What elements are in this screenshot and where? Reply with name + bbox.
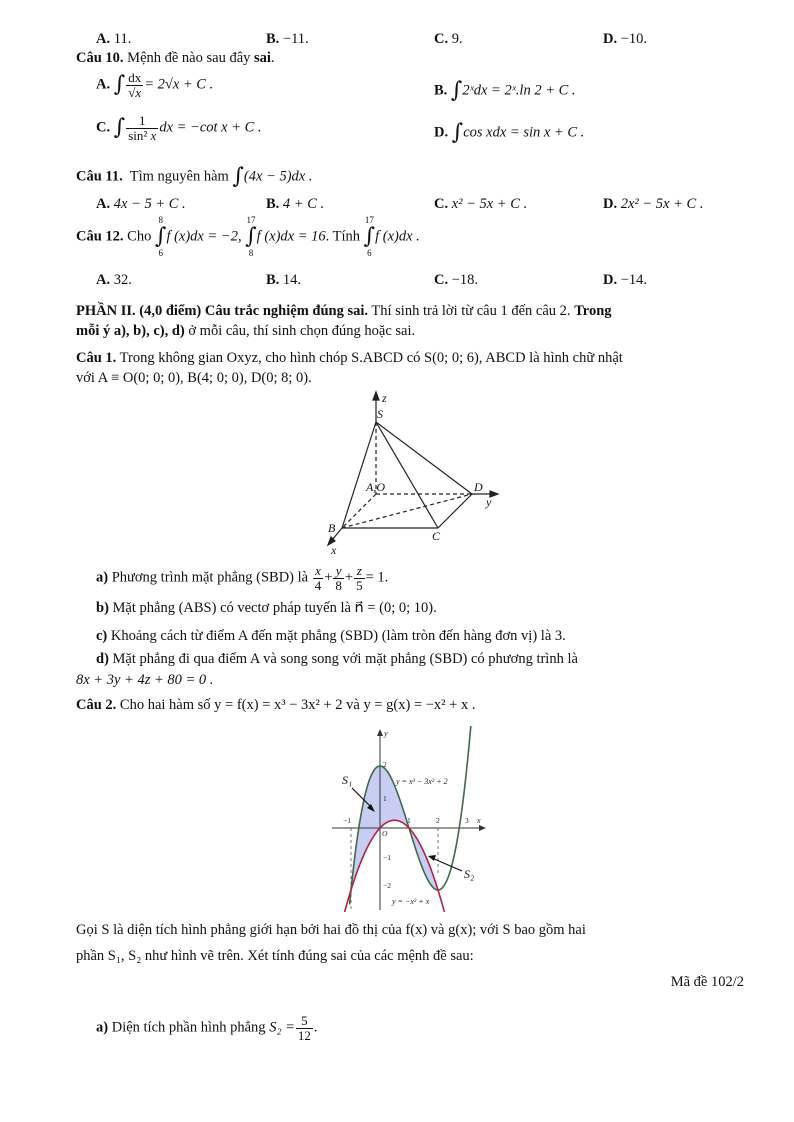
edge-sd <box>376 422 472 494</box>
q9-option-c: C. 9. <box>434 31 463 47</box>
tick-y-minus1: −1 <box>383 853 391 862</box>
c1-statement-c: c) Khoảng cách từ điểm A đến mặt phẳng (SBD) (làm tròn đến hàng đơn vị) là 3. <box>96 628 566 644</box>
c1-statement-d: d) Mặt phẳng đi qua điểm A và song song với mặt phẳng (SBD) có phương trình là <box>96 651 578 667</box>
label-d: D <box>474 480 483 494</box>
tick-x-1: 1 <box>407 816 411 825</box>
q10-option-a: A. ∫ $\frac{dx}{√x}$ = 2√x + C . <box>96 70 214 100</box>
q11-option-c: C. x² − 5x + C . <box>434 196 528 212</box>
q11-option-b: B. 4 + C . <box>266 196 325 212</box>
q12-option-b: B. 14. <box>266 272 302 288</box>
tick-y-1: 1 <box>383 794 387 803</box>
q9-option-b: B. −11. <box>266 31 309 47</box>
label-y: y <box>486 495 492 509</box>
graph-label-y: y <box>384 729 388 738</box>
c2-paragraph-line2: phần S₁, S₂ như hình vẽ trên. Xét tính đúng sai của các mệnh đề sau: <box>76 948 474 964</box>
q10-option-d: D. ∫cos xdx = sin x + C . <box>434 120 585 145</box>
q12-option-d: D. −14. <box>603 272 648 288</box>
tick-x-2: 2 <box>436 816 440 825</box>
label-s2: S₂ <box>464 867 475 881</box>
q10-option-b: B. ∫2ˣdx = 2ˣ.ln 2 + C . <box>434 78 576 103</box>
c1-stem: Câu 1. Trong không gian Oxyz, cho hình chóp S.ABCD có S(0; 0; 6), ABCD là hình chữ nhật <box>76 350 623 366</box>
arrow-s2 <box>432 858 462 871</box>
diag-bd <box>342 494 472 528</box>
c1-statement-a: a) Phương trình mặt phẳng (SBD) là $\frac{x}{4}$ + $\frac{y}{8}$ + $\frac{z}{5}$ = 1. <box>96 563 389 593</box>
label-s: S <box>377 407 383 421</box>
label-c: C <box>432 529 441 543</box>
part2-heading: PHẦN II. (4,0 điểm) Câu trắc nghiệm đúng sai. Thí sinh trả lời từ câu 1 đến câu 2. Trong <box>76 303 612 319</box>
c2-statement-a: a) Diện tích phần hình phẳng S₂ = $\frac{5}{12}$ . <box>96 1013 318 1043</box>
label-z: z <box>382 391 387 405</box>
part2-heading-line2: mỗi ý a), b), c), d) ở mỗi câu, thí sinh chọn đúng hoặc sai. <box>76 323 416 339</box>
edge-cd <box>438 494 472 528</box>
q9-option-a: A. 11. <box>96 31 132 47</box>
y-axis-arrow <box>377 729 383 736</box>
exam-code: Mã đề 102/2 <box>670 974 744 990</box>
label-b: B <box>328 521 336 535</box>
c1-statement-d-eq: 8x + 3y + 4z + 80 = 0 . <box>76 672 214 688</box>
tick-y-minus2: −2 <box>383 881 391 890</box>
tick-origin: O <box>382 829 388 838</box>
graph-label-x: x <box>477 816 481 825</box>
c1-statement-b: b) Mặt phẳng (ABS) có vectơ pháp tuyến là n⃗ = (0; 0; 10). <box>96 600 437 616</box>
q12-option-a: A. 32. <box>96 272 132 288</box>
q12-option-c: C. −18. <box>434 272 479 288</box>
tick-x-minus1: −1 <box>343 816 351 825</box>
q9-option-d: D. −10. <box>603 31 648 47</box>
z-axis-arrow <box>373 392 379 400</box>
c2-stem: Câu 2. Cho hai hàm số y = f(x) = x³ − 3x² + 2 và y = g(x) = −x² + x . <box>76 697 476 713</box>
tick-x-3: 3 <box>465 816 469 825</box>
edge-sb <box>342 422 376 528</box>
graph-label-g: y = −x² + x <box>392 897 430 906</box>
q10-option-c: C. ∫ $\frac{1}{\text{sin² x}}$ dx = −cot x + C . <box>96 113 262 143</box>
q11-option-d: D. 2x² − 5x + C . <box>603 196 704 212</box>
label-x: x <box>331 543 337 557</box>
label-ao: A,O <box>366 480 385 494</box>
pyramid-figure <box>320 388 510 560</box>
q11-option-a: A. 4x − 5 + C . <box>96 196 186 212</box>
edge-sc <box>376 422 438 528</box>
q12-stem: Câu 12. Cho 8 ∫ 6f (x)dx = −2, 17 ∫ 8f (x)dx = 16. Tính 17 ∫ 6f (x)dx . <box>76 215 420 259</box>
c1-stem-line2: với A ≡ O(0; 0; 0), B(4; 0; 0), D(0; 8; 0). <box>76 370 312 386</box>
graph-label-f: y = x³ − 3x² + 2 <box>396 777 448 786</box>
c2-paragraph-line1: Gọi S là diện tích hình phẳng giới hạn bởi hai đồ thị của f(x) và g(x); với S bao gồm hai <box>76 922 586 938</box>
q11-stem: Câu 11. Tìm nguyên hàm ∫(4x − 5)dx . <box>76 164 313 189</box>
q10-stem: Câu 10. Mệnh đề nào sau đây sai. <box>76 50 275 66</box>
function-graph <box>330 726 490 912</box>
label-s1: S₁ <box>342 773 353 787</box>
x-axis-arrow <box>479 825 486 831</box>
arrow-s2-head <box>428 855 436 861</box>
tick-y-2: 2 <box>383 760 387 769</box>
